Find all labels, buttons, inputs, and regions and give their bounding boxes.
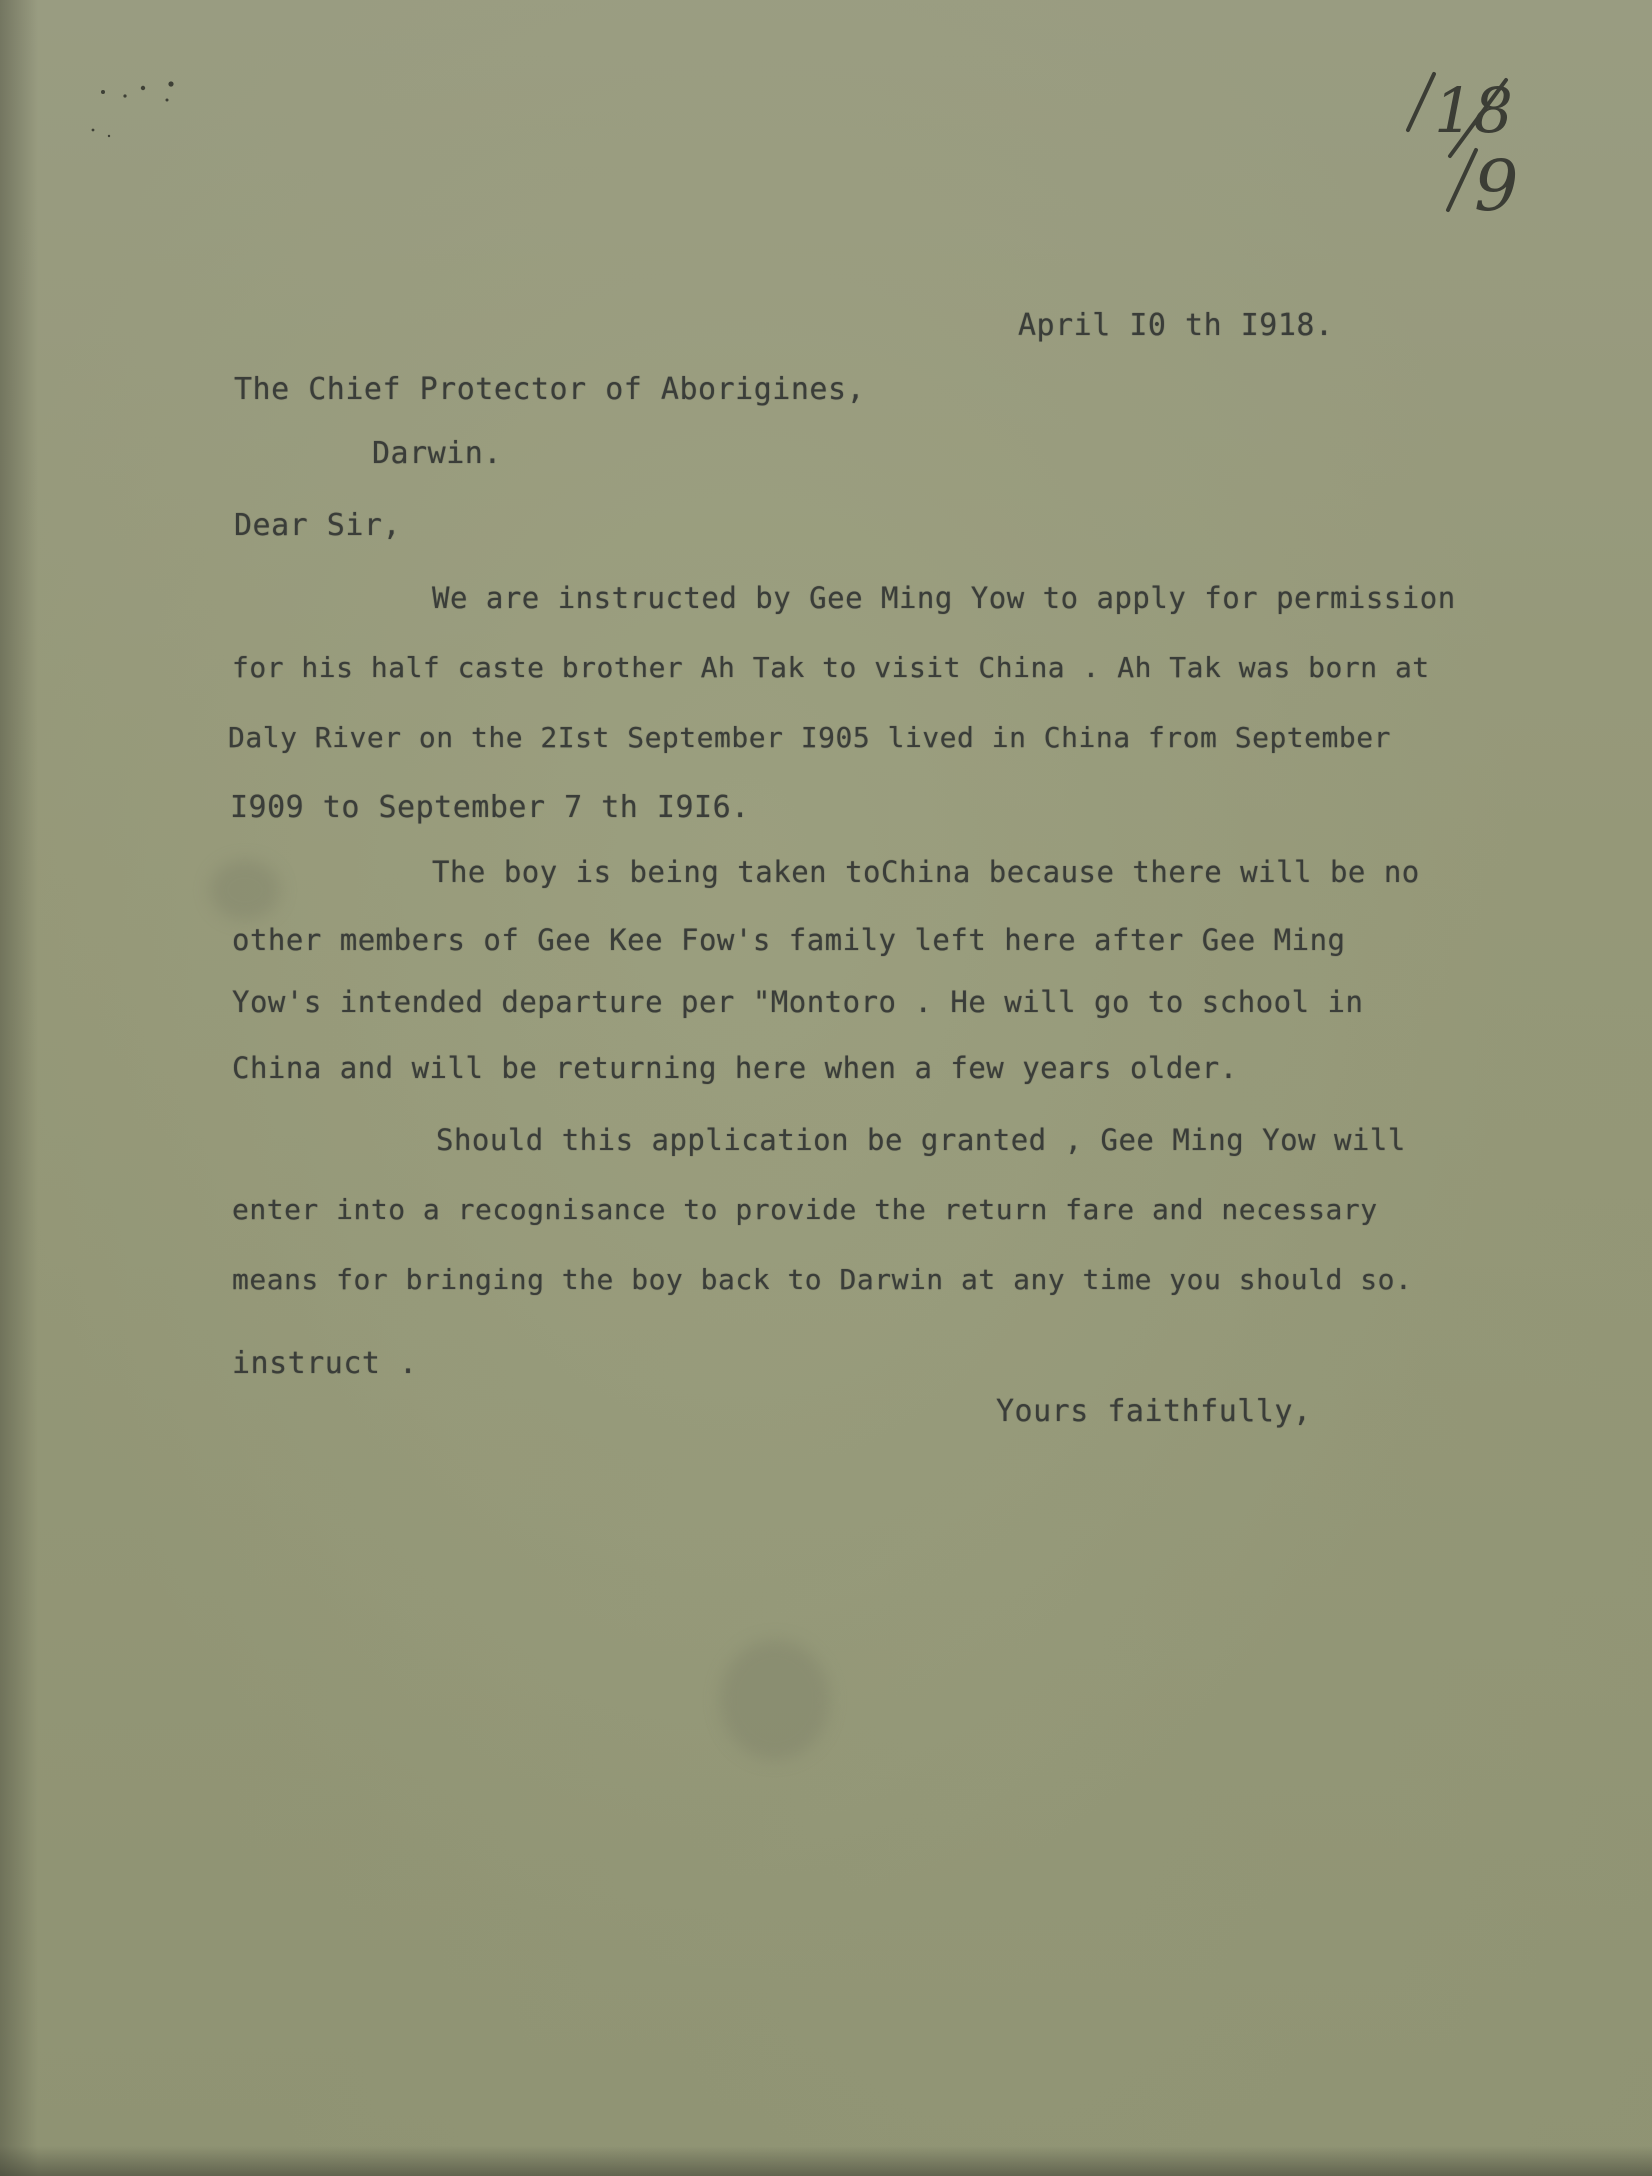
page-bottom-shadow	[0, 2146, 1652, 2176]
paper-stain	[210, 860, 280, 920]
handwritten-folio-number	[1388, 60, 1538, 230]
body-line: We are instructed by Gee Ming Yow to apply for permission	[432, 581, 1456, 615]
body-line: for his half caste brother Ah Tak to visit China . Ah Tak was born at	[232, 651, 1430, 684]
body-line: other members of Gee Kee Fow's family left here after Gee Ming	[232, 923, 1346, 957]
body-line: Should this application be granted , Gee Ming Yow will	[436, 1123, 1406, 1157]
body-line: Yow's intended departure per "Montoro . He will go to school in	[232, 985, 1364, 1019]
page-edge-shadow	[0, 0, 38, 2176]
body-line: Daly River on the 2Ist September I905 lived in China from September	[228, 721, 1391, 754]
salutation: Dear Sir,	[234, 508, 402, 543]
ink-specks	[85, 70, 195, 160]
paper-stain	[720, 1640, 830, 1760]
recipient-line-2: Darwin.	[372, 436, 502, 471]
body-line: instruct .	[232, 1346, 418, 1381]
folio-bottom-digit: 9	[1474, 145, 1519, 227]
folio-top-digits: 18	[1434, 74, 1513, 147]
letter-date: April I0 th I918.	[1018, 308, 1334, 343]
body-line: I909 to September 7 th I9I6.	[230, 790, 750, 825]
recipient-line-1: The Chief Protector of Aborigines,	[234, 372, 866, 407]
body-line: China and will be returning here when a few years older.	[232, 1051, 1238, 1085]
closing: Yours faithfully,	[996, 1394, 1312, 1429]
body-line: enter into a recognisance to provide the return fare and necessary	[232, 1193, 1378, 1226]
body-line: The boy is being taken toChina because there will be no	[432, 855, 1420, 889]
body-line: means for bringing the boy back to Darwin at any time you should so.	[232, 1263, 1413, 1296]
